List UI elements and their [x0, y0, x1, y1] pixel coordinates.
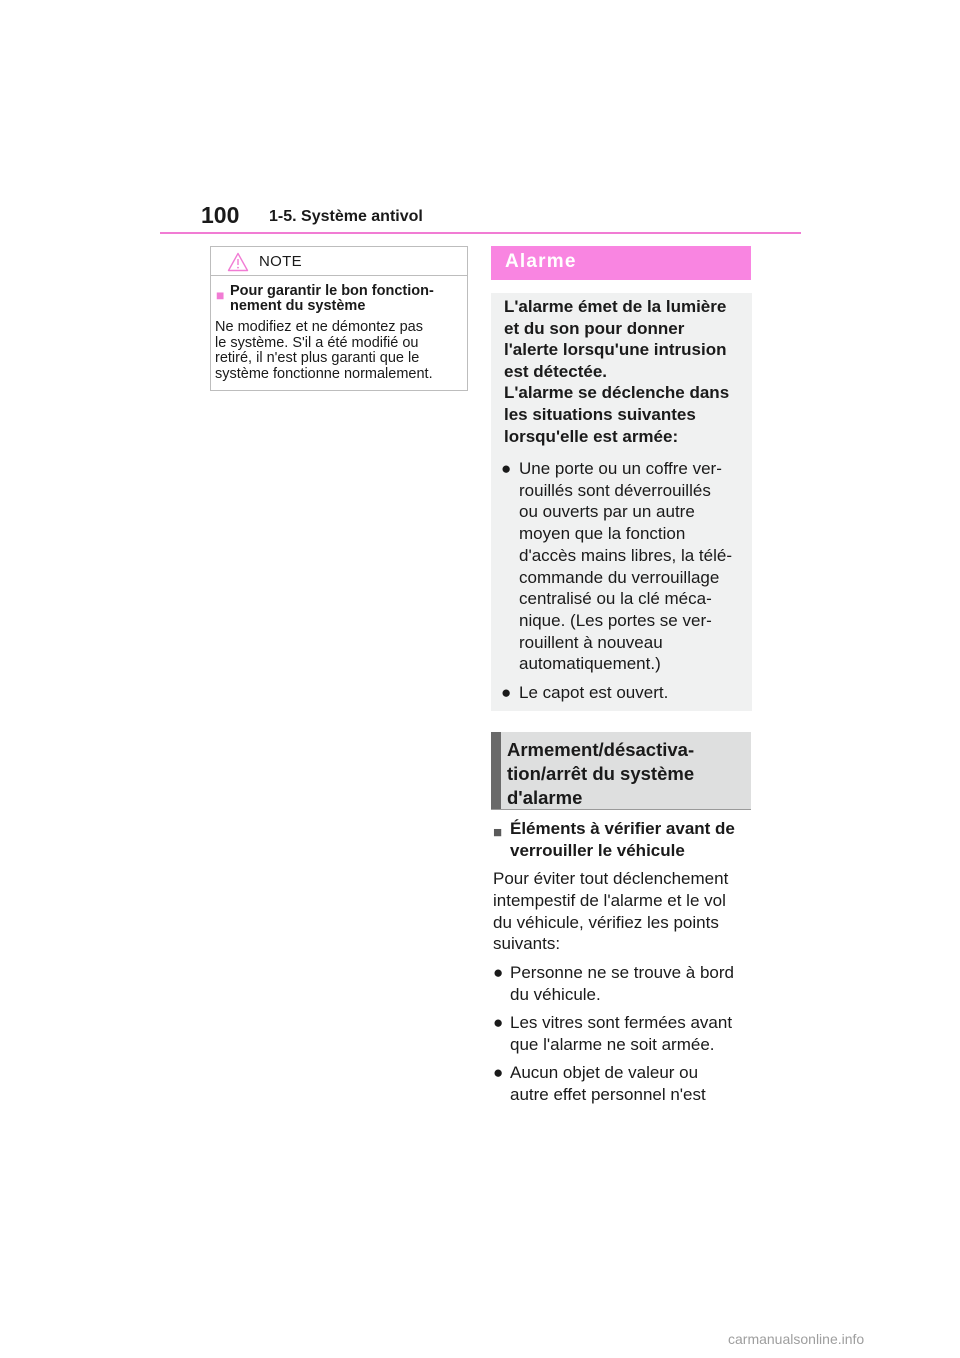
bullet-icon: ● [501, 459, 512, 478]
alarm-item: Le capot est ouvert. [519, 683, 669, 702]
bullet-icon: ● [493, 1013, 504, 1032]
note-header [211, 247, 467, 276]
arming-item: Les vitres sont fermées avant que l'alarme ne soit armée. [510, 1013, 733, 1054]
arming-item: Aucun objet de valeur ou autre effet personnel n'est [510, 1063, 706, 1104]
page-number: 100 [201, 202, 240, 228]
header-rule [160, 232, 801, 234]
arming-heading-accent [491, 732, 501, 809]
alarm-item: Une porte ou un coffre ver- rouillés sont déverrouillés ou ouverts par un autre moyen que la fonction d'accès mains libres, la télé- commande du verrouillage centralisé ou la clé méca- nique. (Les portes se ver- rouillent à nouveau automatiquement.) [519, 459, 732, 674]
alarm-intro-box [491, 293, 752, 711]
note-subtitle: Pour garantir le bon fonction- nement du système [230, 283, 434, 314]
section-title: 1-5. Système antivol [269, 208, 423, 225]
footer-watermark[interactable]: carmanualsonline.info [728, 1331, 865, 1347]
bullet-icon: ● [493, 963, 504, 982]
alarm-heading-bar [491, 246, 751, 280]
alarm-intro: L'alarme émet de la lumière et du son pour donner l'alerte lorsqu'une intrusion est détectée. L'alarme se déclenche dans les situations suivantes lorsqu'elle est armée: [504, 297, 730, 446]
note-text: Ne modifiez et ne démontez pas le système. S'il a été modifié ou retiré, il n'est plus garanti que le système fonctionne normalement. [215, 319, 433, 382]
note-box [210, 246, 468, 391]
arming-subtitle: Éléments à vérifier avant de verrouiller le véhicule [510, 819, 735, 860]
arming-paragraph: Pour éviter tout déclenchement intempestif de l'alarme et le vol du véhicule, vérifiez les points suivants: [493, 869, 729, 954]
arming-heading: Armement/désactiva- tion/arrêt du système d'alarme [507, 739, 695, 808]
bullet-icon: ● [501, 683, 512, 702]
note-square-marker: ■ [216, 287, 225, 303]
arming-heading-bar [491, 732, 751, 810]
alarm-heading: Alarme [505, 251, 577, 272]
arming-item: Personne ne se trouve à bord du véhicule. [510, 963, 734, 1004]
bullet-icon: ● [493, 1063, 504, 1082]
warning-triangle-icon [227, 252, 249, 272]
subsection-square-marker: ■ [493, 824, 503, 841]
note-label: NOTE [259, 253, 302, 270]
